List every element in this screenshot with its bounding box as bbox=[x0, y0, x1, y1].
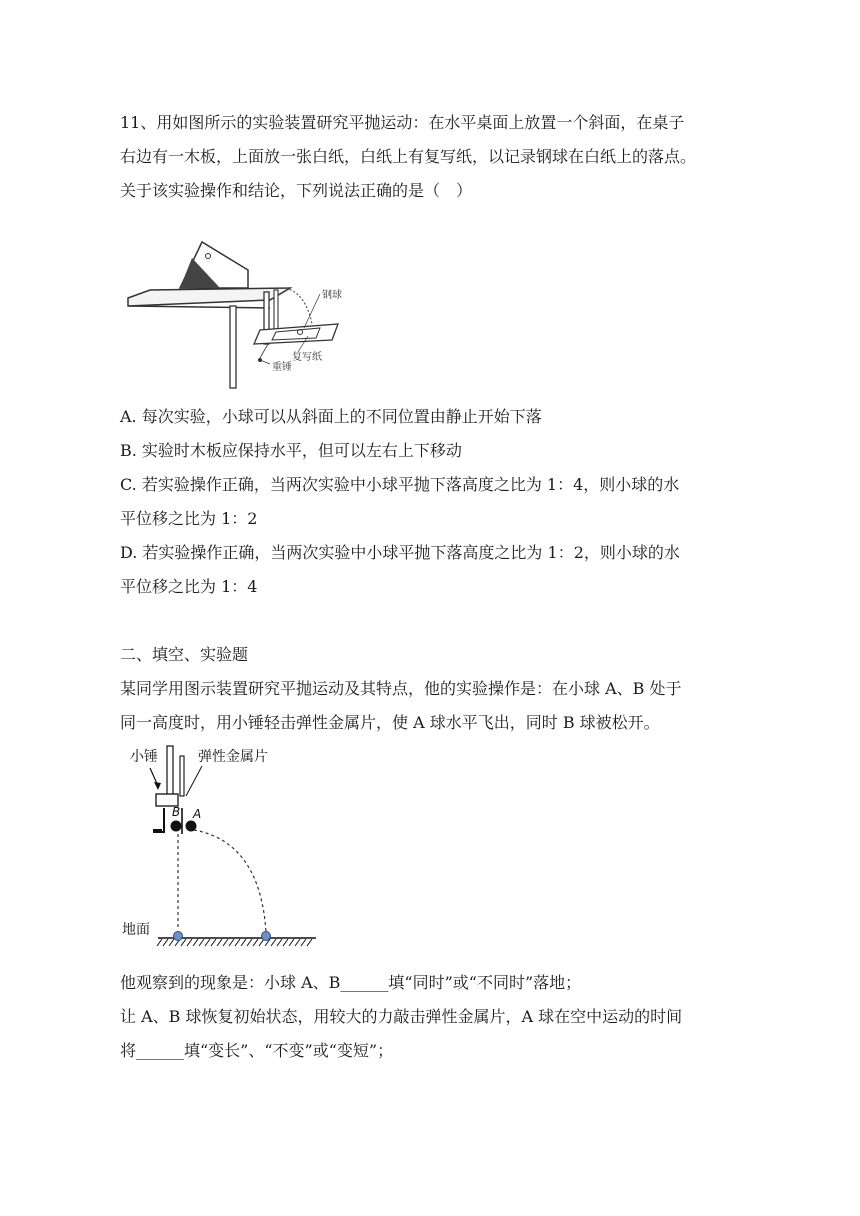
q11-stem-line-1: 11、用如图所示的实验装置研究平抛运动：在水平桌面上放置一个斜面，在桌子 bbox=[120, 113, 685, 132]
ground-hatch-stroke bbox=[283, 939, 288, 946]
q11-stem-line-2: 右边有一木板，上面放一张白纸，白纸上有复写纸，以记录钢球在白纸上的落点。 bbox=[120, 147, 697, 166]
ground-hatch-stroke bbox=[193, 939, 198, 946]
carbon-paper-label: 复写纸 bbox=[292, 352, 322, 363]
q11-option-b: B. 实验时木板应保持水平，但可以左右上下移动 bbox=[120, 441, 462, 460]
ground-hatch-stroke bbox=[157, 939, 162, 946]
holder-bracket bbox=[154, 808, 164, 832]
hammer-label: 小锤 bbox=[130, 749, 158, 765]
ball-a-landed bbox=[262, 932, 271, 941]
section-2-question-line-3: 将______填“变长”、“不变”或“变短”； bbox=[120, 1041, 394, 1060]
spring-plate-leader bbox=[186, 766, 202, 796]
table-leg-front bbox=[230, 306, 236, 388]
ground-hatch-stroke bbox=[253, 939, 258, 946]
plumb-label: 重锤 bbox=[272, 362, 292, 373]
ground-hatch-stroke bbox=[301, 939, 306, 946]
ground-hatch-stroke bbox=[223, 939, 228, 946]
table-edge bbox=[128, 306, 270, 308]
ground-label: 地面 bbox=[122, 922, 150, 938]
ground-hatch-stroke bbox=[277, 939, 282, 946]
q11-stem-line-3: 关于该实验操作和结论，下列说法正确的是（ ） bbox=[120, 181, 473, 200]
ball-a-path bbox=[194, 830, 266, 932]
ground-hatch-stroke bbox=[241, 939, 246, 946]
ground-hatch-stroke bbox=[289, 939, 294, 946]
ground-hatch-stroke bbox=[271, 939, 276, 946]
q11-option-a: A. 每次实验，小球可以从斜面上的不同位置由静止开始下落 bbox=[120, 407, 542, 426]
ground-hatch-stroke bbox=[163, 939, 168, 946]
plumb-line bbox=[260, 344, 268, 358]
q11-option-c: C. 若实验操作正确，当两次实验中小球平抛下落高度之比为 1：4，则小球的水 bbox=[120, 475, 680, 494]
ground-hatch-stroke bbox=[205, 939, 210, 946]
ground-hatch-stroke bbox=[187, 939, 192, 946]
ground-hatch-stroke bbox=[295, 939, 300, 946]
ground-hatch-stroke bbox=[211, 939, 216, 946]
section-2-intro-line-2: 同一高度时，用小锤轻击弹性金属片，使 A 球水平飞出，同时 B 球被松开。 bbox=[120, 713, 660, 732]
ground-hatch-stroke bbox=[217, 939, 222, 946]
section-2-intro-line-1: 某同学用图示装置研究平抛运动及其特点，他的实验操作是：在小球 A、B 处于 bbox=[120, 679, 682, 698]
ground-hatch-stroke bbox=[247, 939, 252, 946]
q11-option-c-cont: 平位移之比为 1：2 bbox=[120, 509, 258, 528]
ground-hatch-stroke bbox=[235, 939, 240, 946]
ground-hatch-stroke bbox=[229, 939, 234, 946]
ground-hatch-stroke bbox=[199, 939, 204, 946]
ground-hatch-stroke bbox=[307, 939, 312, 946]
ball-b-landed bbox=[174, 932, 183, 941]
section-2-heading: 二、填空、实验题 bbox=[120, 645, 249, 664]
ground-hatch-stroke bbox=[181, 939, 186, 946]
ball-a-label: A bbox=[193, 807, 202, 821]
ball-b bbox=[171, 821, 182, 832]
spring-plate-label: 弹性金属片 bbox=[198, 749, 268, 765]
spring-plate bbox=[180, 756, 184, 796]
section-2-question-line-1: 他观察到的现象是：小球 A、B______填“同时”或“不同时”落地； bbox=[120, 973, 582, 992]
ball-b-label: B bbox=[172, 805, 181, 819]
ball-label: 钢球 bbox=[322, 290, 342, 301]
section-2-question-line-2: 让 A、B 球恢复初始状态，用较大的力敲击弹性金属片，A 球在空中运动的时间 bbox=[120, 1007, 683, 1026]
hammer-arrow-head bbox=[154, 782, 161, 790]
plumb-leader bbox=[260, 360, 270, 364]
q11-option-d: D. 若实验操作正确，当两次实验中小球平抛下落高度之比为 1：2，则小球的水 bbox=[120, 543, 680, 562]
projectile-apparatus-figure bbox=[120, 228, 360, 390]
ground-hatch-stroke bbox=[169, 939, 174, 946]
hammer-handle bbox=[167, 746, 173, 796]
q11-option-d-cont: 平位移之比为 1：4 bbox=[120, 577, 258, 596]
free-fall-comparison-figure bbox=[120, 742, 320, 948]
